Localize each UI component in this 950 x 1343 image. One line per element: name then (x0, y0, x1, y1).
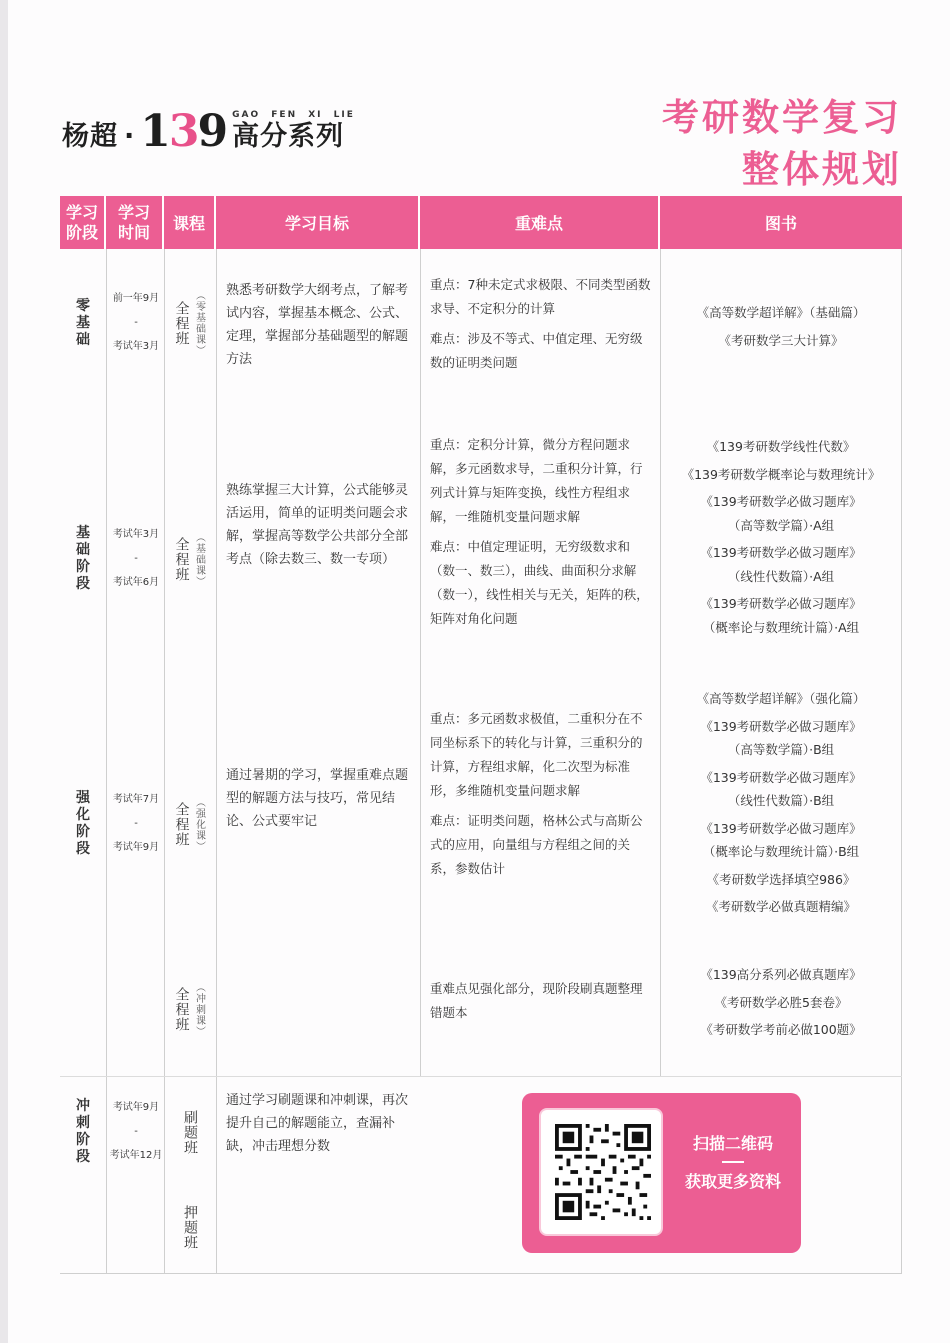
book-item: 《139考研数学必做习题库》 (700, 545, 862, 560)
header-time-line-1: 学习 (117, 202, 150, 222)
time-end: 考试年3月 (112, 341, 160, 352)
book-item: 《139考研数学必做习题库》 (700, 596, 862, 611)
brand-dot: · (124, 121, 135, 152)
key-focus: 重点：多元函数求极值，二重积分在不同坐标系下的转化与计算，三重积分的计算，方程组求解，化二次型为标准形，多维随机变量问题求解 (430, 711, 643, 798)
book-item: 《139考研数学线性代数》 (706, 439, 856, 454)
header-books: 图书 (660, 196, 902, 249)
column-divider (660, 249, 661, 1076)
key-focus: 重点：定积分计算，微分方程问题求解，多元函数求导，二重积分计算，行列式计算与矩阵变换，线性方程组求解，一维随机变量问题求解 (430, 437, 643, 524)
stage-char: 阶 (76, 559, 90, 575)
book-item: 《139高分系列必做真题库》 (700, 967, 862, 982)
course-cell (164, 709, 216, 939)
column-divider (106, 249, 107, 1274)
brand-name: 杨超 (62, 121, 118, 152)
column-divider (216, 249, 217, 1274)
stage-char: 础 (76, 331, 90, 348)
key-points-cell (430, 977, 654, 1031)
book-item: （线性代数篇）·A组 (727, 568, 835, 584)
time-dash: - (134, 1126, 138, 1137)
goal-cell: 熟练掌握三大计算，公式能够灵活运用，简单的证明类问题会求解，掌握高等数学公共部分全部考点（除去数三、数一专项） (226, 483, 409, 567)
time-end: 考试年6月 (112, 577, 160, 588)
header-stage-line-1: 学习 (65, 202, 98, 222)
course-name: 全程班 (173, 536, 190, 582)
qr-frame (539, 1108, 663, 1236)
header-time-line-2: 时间 (117, 222, 150, 242)
time-cell (108, 1077, 164, 1187)
stage-char: 段 (76, 841, 90, 857)
stage-char: 段 (76, 576, 90, 592)
stage-char: 零 (76, 297, 90, 314)
brand-series: 高分系列 (232, 121, 345, 152)
book-item: 《考研数学必做真题精编》 (705, 899, 856, 914)
time-end: 考试年12月 (109, 1150, 163, 1161)
stage-char: 刺 (76, 1115, 90, 1131)
book-item: （线性代数篇）·B组 (727, 793, 835, 808)
plan-table (60, 196, 902, 1274)
book-item: 《考研数学必胜5套卷》 (714, 994, 848, 1010)
book-item: 《考研数学考前必做100题》 (700, 1022, 862, 1037)
page-title-line-1: 考研数学复习 (662, 96, 902, 139)
key-difficulty: 难点：证明类问题，格林公式与高斯公式的应用，向量组与方程组之间的关系，参数估计 (430, 813, 643, 876)
header-goal: 学习目标 (216, 196, 420, 249)
book-item: 《139考研数学必做习题库》 (700, 718, 862, 734)
time-start: 前一年9月 (112, 293, 160, 304)
book-item: 《高等数学超详解》（基础篇） (696, 305, 866, 320)
course-name: 全程班 (173, 300, 190, 346)
brand-logo (62, 106, 355, 157)
course-name: 全程班 (173, 801, 190, 847)
header-time (106, 196, 164, 249)
stage-cell (60, 249, 106, 397)
course-name: 全程班 (173, 986, 190, 1032)
stage-cell (60, 419, 106, 699)
qr-code-icon[interactable] (555, 1124, 651, 1220)
course-type: （冲刺课） (193, 981, 205, 1037)
page-title-line-2: 整体规划 (742, 148, 902, 191)
stage-char: 阶 (76, 824, 90, 840)
course-name: 押题班 (182, 1204, 198, 1250)
time-start: 考试年3月 (112, 529, 160, 540)
qr-promo-text (672, 1133, 794, 1193)
stage-cell (60, 709, 106, 939)
course-name: 刷题班 (182, 1109, 198, 1155)
book-item: （概率论与数理统计篇）·A组 (702, 619, 860, 635)
time-cell (108, 249, 164, 397)
time-end: 考试年9月 (112, 842, 160, 853)
course-cell (164, 949, 216, 1069)
brand-number-9: 9 (197, 106, 227, 157)
qr-promo-line-2: 获取更多资料 (684, 1172, 781, 1191)
stage-char: 强 (76, 790, 90, 806)
time-cell (108, 709, 164, 939)
book-item: 《高等数学超详解》（强化篇） (696, 691, 866, 706)
header-stage-line-2: 阶段 (65, 222, 98, 242)
qr-promo-line-1: 扫描二维码 (692, 1134, 773, 1153)
book-item: （高等数学篇）·B组 (727, 742, 835, 757)
book-item: 《考研数学选择填空986》 (706, 871, 856, 887)
header-course: 课程 (164, 196, 216, 249)
time-start: 考试年7月 (112, 794, 160, 805)
stage-char: 阶 (76, 1132, 90, 1148)
book-item: 《139考研数学必做习题库》 (700, 494, 862, 509)
course-type: （强化课） (193, 796, 205, 852)
course-cell (164, 1189, 216, 1265)
stage-char: 基 (76, 314, 90, 331)
brand-pinyin: GAO FEN XI LIE (232, 110, 355, 120)
key-points-cell (430, 707, 654, 887)
stage-char: 化 (76, 807, 90, 823)
page-edge (0, 0, 8, 1343)
key-points-cell (430, 273, 654, 381)
header-stage (60, 196, 106, 249)
books-cell (666, 687, 896, 919)
time-start: 考试年9月 (112, 1102, 160, 1113)
book-item: 《考研数学三大计算》 (718, 332, 844, 348)
column-divider (901, 249, 902, 1274)
time-cell (108, 419, 164, 699)
books-cell (666, 435, 896, 639)
book-item: （高等数学篇）·A组 (727, 517, 835, 533)
course-cell (164, 419, 216, 699)
stage-cell (60, 1077, 106, 1187)
qr-promo-card[interactable] (522, 1093, 801, 1253)
stage-char: 段 (76, 1149, 90, 1165)
book-item: （概率论与数理统计篇）·B组 (702, 844, 860, 859)
goal-cell: 通过暑期的学习，掌握重难点题型的解题方法与技巧，常见结论、公式要牢记 (226, 768, 409, 829)
books-cell (666, 963, 896, 1042)
brand-number-3: 3 (168, 106, 198, 157)
course-type: （零基础课） (193, 290, 205, 356)
column-divider (420, 249, 421, 1076)
table-header (60, 196, 902, 249)
page-title (662, 92, 902, 196)
goal-cell: 熟悉考研数学大纲考点，了解考试内容，掌握基本概念、公式、定理，掌握部分基础题型的解题方法 (226, 283, 409, 367)
brand-number-1: 1 (140, 106, 169, 157)
stage-char: 冲 (76, 1098, 90, 1114)
time-dash: - (134, 317, 138, 328)
course-cell (164, 1089, 216, 1175)
book-item: 《139考研数学概率论与数理统计》 (681, 466, 881, 482)
key-points-cell (430, 433, 654, 637)
brand-series-block (232, 110, 355, 154)
goal-cell: 通过学习刷题课和冲刺课，再次提升自己的解题能立，查漏补缺，冲击理想分数 (226, 1093, 409, 1154)
stage-char: 础 (76, 542, 90, 558)
books-cell (666, 301, 896, 352)
header-key-points: 重难点 (420, 196, 660, 249)
stage-char: 基 (76, 525, 90, 541)
brand-number (140, 106, 227, 157)
course-type: （基础课） (193, 531, 205, 587)
key-difficulty: 难点：中值定理证明，无穷级数求和（数一、数三），曲线、曲面积分求解（数一），线性相关与无关，矩阵的秩，矩阵对角化问题 (430, 539, 649, 626)
key-focus: 重点：7种未定式求极限、不同类型函数求导、不定积分的计算 (430, 277, 651, 316)
qr-promo-divider (722, 1161, 744, 1163)
key-focus: 重难点见强化部分，现阶段刷真题整理错题本 (430, 981, 643, 1020)
time-dash: - (134, 818, 138, 829)
row-divider (60, 1076, 902, 1077)
book-item: 《139考研数学必做习题库》 (700, 769, 862, 785)
time-dash: - (134, 553, 138, 564)
key-difficulty: 难点：涉及不等式、中值定理、无穷级数的证明类问题 (430, 331, 643, 370)
course-cell (164, 249, 216, 397)
book-item: 《139考研数学必做习题库》 (700, 820, 862, 836)
